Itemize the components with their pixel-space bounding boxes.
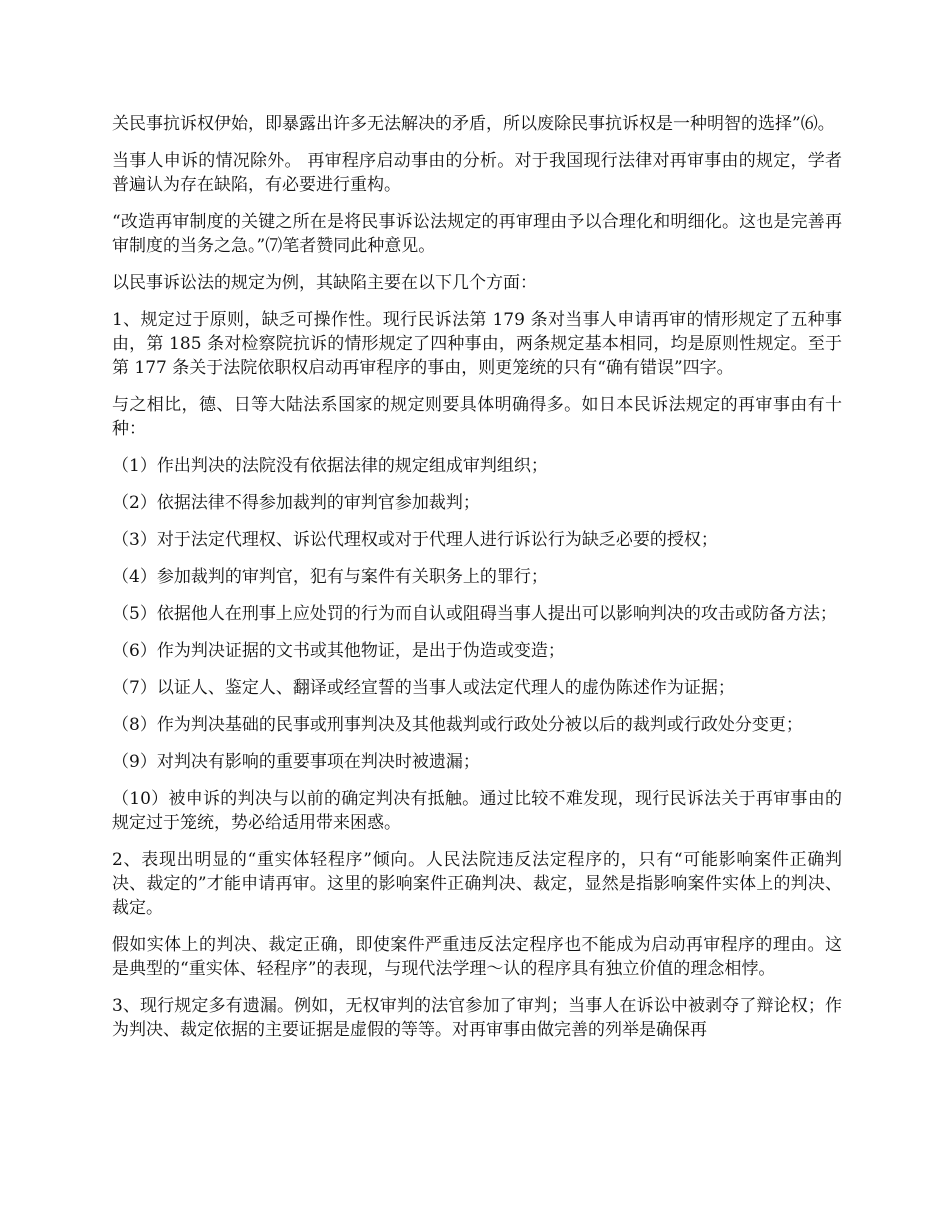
list-item: （5）依据他人在刑事上应处罚的行为而自认或阻碍当事人提出可以影响判决的攻击或防备方法； [112,604,837,624]
list-item: （2）依据法律不得参加裁判的审判官参加裁判； [112,493,480,513]
paragraph: 3、现行规定多有遗漏。例如，无权审判的法官参加了审判；当事人在诉讼中被剥夺了辩论权；作为判决、裁定依据的主要证据是虚假的等等。对再审事由做完善的列举是确保再 [112,996,842,1040]
list-item: （1）作出判决的法院没有依据法律的规定组成审判组织； [112,456,548,476]
list-item: （6）作为判决证据的文书或其他物证，是出于伪造或变造； [112,641,565,661]
list-item: （3）对于法定代理权、诉讼代理权或对于代理人进行诉讼行为缺乏必要的授权； [112,530,718,550]
list-item: （9）对判决有影响的重要事项在判决时被遗漏； [112,752,480,772]
paragraph: 与之相比，德、日等大陆法系国家的规定则要具体明确得多。如日本民诉法规定的再审事由有十种： [112,395,842,439]
list-item: （4）参加裁判的审判官，犯有与案件有关职务上的罪行； [112,567,548,587]
paragraph: 假如实体上的判决、裁定正确，即使案件严重违反法定程序也不能成为启动再审程序的理由。这是典型的“重实体、轻程序”的表现，与现代法学理～认的程序具有独立价值的理念相悖。 [112,935,842,979]
document-body [112,112,842,1055]
list-item: （8）作为判决基础的民事或刑事判决及其他裁判或行政处分被以后的裁判或行政处分变更； [112,715,803,735]
paragraph: 以民事诉讼法的规定为例，其缺陷主要在以下几个方面： [112,273,537,293]
paragraph: 2、表现出明显的“重实体轻程序”倾向。人民法院违反法定程序的，只有“可能影响案件正确判决、裁定的”才能申请再审。这里的影响案件正确判决、裁定，显然是指影响案件实体上的判决、裁定。 [112,850,842,918]
list-item: （10）被申诉的判决与以前的确定判决有抵触。通过比较不难发现，现行民诉法关于再审事由的规定过于笼统，势必给适用带来困惑。 [112,789,842,833]
paragraph: 关民事抗诉权伊始，即暴露出许多无法解决的矛盾，所以废除民事抗诉权是一种明智的选择”⑹。 [112,114,835,134]
list-item: （7）以证人、鉴定人、翻译或经宣誓的当事人或法定代理人的虚伪陈述作为证据； [112,678,735,698]
paragraph: “改造再审制度的关键之所在是将民事诉讼法规定的再审理由予以合理化和明细化。这也是完善再审制度的当务之急。”⑺笔者赞同此种意见。 [112,212,842,256]
paragraph: 1、规定过于原则，缺乏可操作性。现行民诉法第 179 条对当事人申请再审的情形规定了五种事由，第 185 条对检察院抗诉的情形规定了四种事由，两条规定基本相同，均是原则性规定。至于第 177 条关于法院依职权启动再审程序的事由，则更笼统的只有“确有错误”四字。 [112,310,842,378]
paragraph: 当事人申诉的情况除外。 再审程序启动事由的分析。对于我国现行法律对再审事由的规定，学者普遍认为存在缺陷，有必要进行重构。 [112,151,842,195]
